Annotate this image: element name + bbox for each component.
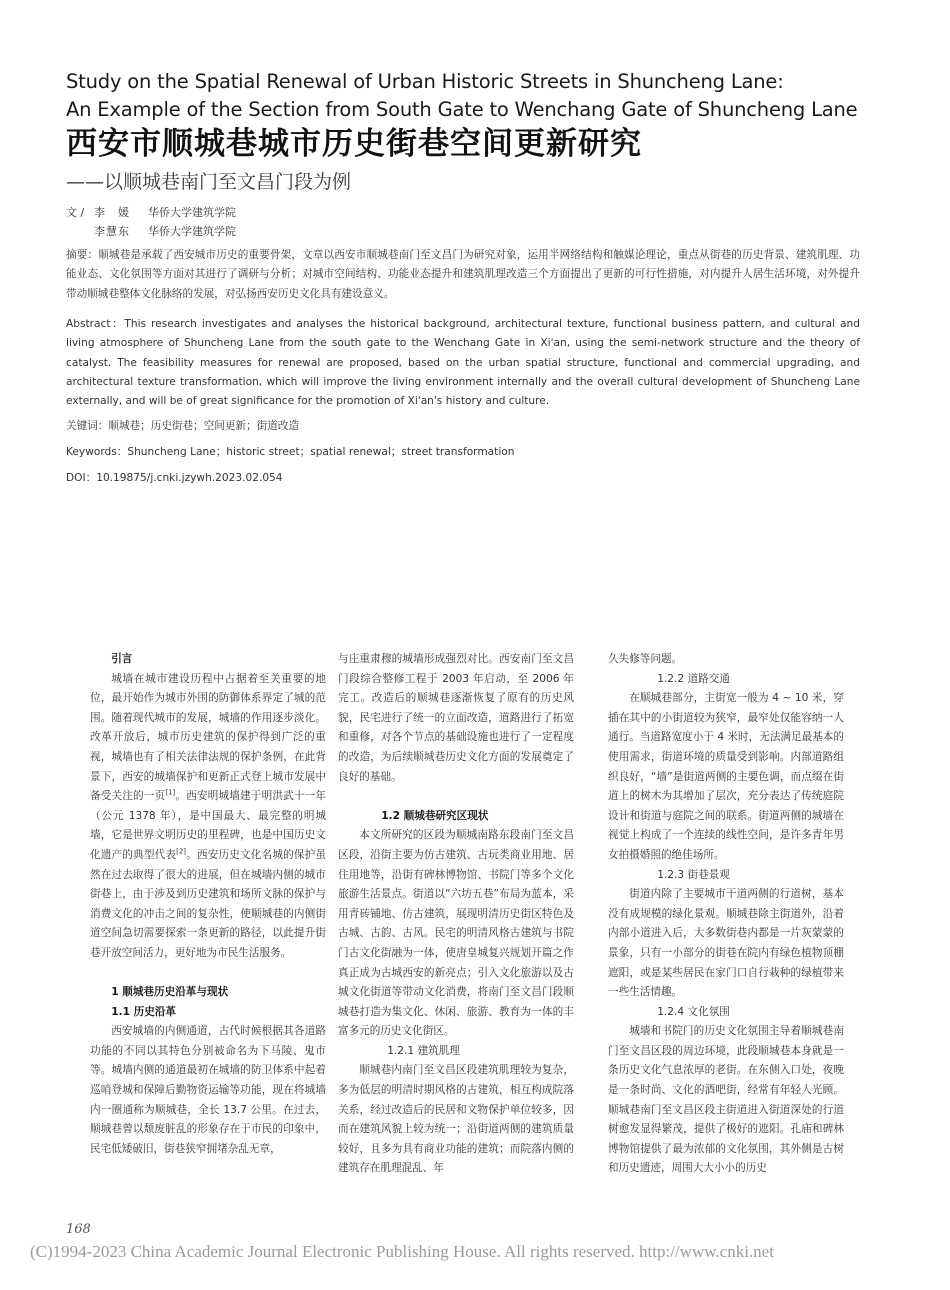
paragraph: 顺城巷内南门至文昌区段建筑肌理较为复杂，多为低层的明清时期风格的古建筑，相互构成院落关系，经过改造后的民居和文物保护单位较多，因而在建筑风貌上较为统一；沿街道两侧的建筑质量较好，且多为具有商业功能的建筑；而院落内侧的建筑存在肌理混乱、年 (338, 1064, 574, 1175)
subsubsection-heading: 1.2.1 建筑肌理 (387, 1044, 460, 1057)
section-heading-introduction: 引言 (111, 653, 133, 665)
paragraph: 在顺城巷部分，主街宽一般为 4 ~ 10 米，穿插在其中的小街道较为狭窄，最窄处仅能容纳一人通行。当道路宽度小于 4 米时，无法满足最基本的使用需求，街道环境的质量受到影响。内部道路组织良好，“墙”是街道两侧的主要色调，而点缀在街道上的树木为其增加了层次，充分表达了传统庭院设计和街道与庭院之间的联系。街道两侧的城墙在视觉上构成了一个连续的线性空间，是许多青年男女拍摄婚照的绝佳场所。 (608, 692, 844, 861)
citation-ref: [1] (165, 788, 176, 797)
author-name: 李慧东 (94, 225, 130, 238)
author-name: 李 媛 (94, 206, 130, 219)
body-column-2 (338, 650, 574, 1179)
paragraph-text: 城墙在城市建设历程中占据着至关重要的地位，最开始作为城市外围的防御体系界定了城的范围。随着现代城市的发展，城墙的作用逐步淡化。改革开放后，城市历史建筑的保护得到广泛的重视，城墙也有了相关法律法规的保护条例，在此背景下，西安的城墙保护和更新正式登上城市发展中备受关注的一页 (90, 672, 326, 803)
paragraph (90, 670, 326, 964)
english-title-line-2: An Example of the Section from South Gate to Wenchang Gate of Shuncheng Lane (66, 98, 858, 121)
paragraph-text: 。西安明城墙建于明洪武十一年（公元 1378 年），是中国最大、最完整的明城墙，它是世界文明历史的里程碑，也是中国历史文化遗产的典型代表 (90, 790, 326, 861)
paragraph: 西安城墙的内侧通道，古代时候根据其各道路功能的不同以其特色分别被命名为下马陵、鬼市等。城墙内侧的通道最初在城墙的防卫体系中起着巡哨登城和保障后勤物资运输等功能，现在将城墙内一圈通称为顺城巷，全长 13.7 公里。在过去，顺城巷曾以颓废脏乱的形象存在于市民的印象中，民宅低矮破旧，街巷狭窄拥堵杂乱无章， (90, 1025, 326, 1155)
page-number: 168 (66, 1222, 91, 1237)
paragraph: 久失修等问题。 (608, 653, 683, 665)
author-affiliation: 华侨大学建筑学院 (148, 206, 236, 219)
citation-ref: [2] (176, 847, 187, 856)
paragraph: 街道内除了主要城市干道两侧的行道树，基本没有成规模的绿化景观。顺城巷除主街道外，沿着内部小道进入后，大多数街巷内都是一片灰蒙蒙的景象，只有一小部分的街巷在院内有绿色植物顶棚遮阳，或是某些居民在家门口自行栽种的绿植带来一些生活情趣。 (608, 888, 844, 999)
paragraph: 城墙和书院门的历史文化氛围主导着顺城巷南门至文昌区段的周边环境，此段顺城巷本身就是一条历史文化气息浓厚的老街。在东侧入口处，夜晚是一条时尚、文化的酒吧街，经常有年轻人光顾。顺城巷南门至文昌区段主街道进入街道深处的行道树愈发显得繁茂，提供了极好的遮阳。孔庙和碑林博物馆提供了最为浓郁的文化氛围，其外侧是古树和历史遗迹，周围大大小小的历史 (608, 1025, 844, 1175)
author-row (66, 224, 236, 240)
paragraph: 本文所研究的区段为顺城南路东段南门至文昌区段，沿街主要为仿古建筑、古玩类商业用地、居住用地等，沿街有碑林博物馆、书院门等多个文化旅游生活景点。街道以“六坊五巷”布局为蓝本，采用青砖铺地、仿古建筑，展现明清历史街区特色及古城、古韵、古风。民宅的明清风格古建筑与书院门古文化街融为一体，使唐皇城复兴规划开篇之作真正成为古城西安的新亮点；引入文化旅游以及古城文化街道等带动文化消费，将南门至文昌门段顺城巷打造为集文化、休闲、旅游、教育为一体的丰富多元的历史文化街区。 (338, 829, 574, 1038)
copyright-footer: (C)1994-2023 China Academic Journal Electronic Publishing House. All rights reserved. http://www.cnki.net (30, 1242, 774, 1261)
subsubsection-heading: 1.2.2 道路交通 (657, 672, 730, 685)
keywords-english: Keywords：Shuncheng Lane；historic street；spatial renewal；street transformation (66, 446, 515, 458)
author-affiliation: 华侨大学建筑学院 (148, 225, 236, 238)
chinese-title: 西安市顺城巷城市历史街巷空间更新研究 (66, 126, 642, 162)
paragraph-text: 。西安历史文化名城的保护虽然在过去取得了很大的进展，但在城墙内侧的城市街巷上，由于涉及到历史建筑和场所文脉的保护与消费文化的冲击之间的复杂性，使顺城巷的内侧街道空间急切需要探索一条更新的路径，以此提升街巷开放空间活力，更好地为市民生活服务。 (90, 848, 326, 959)
section-heading: 1 顺城巷历史沿革与现状 (111, 986, 229, 999)
subsection-heading: 1.2 顺城巷研究区现状 (381, 809, 489, 822)
english-title-line-1: Study on the Spatial Renewal of Urban Historic Streets in Shuncheng Lane: (66, 70, 784, 93)
body-column-1 (90, 650, 326, 1159)
abstract-english: Abstract：This research investigates and analyses the historical background, architectural texture, functional business pattern, and cultural and living atmosphere of Shuncheng Lane from the south gate to the Wenchang Gate in Xi'an, using the semi-network structure and the theory of catalyst. The feasibility measures for renewal are proposed, based on the urban spatial structure, functional and commercial upgrading, and architectural texture transformation, which will improve the living environment internally and the overall cultural development of Shuncheng Lane externally, and will be of great significance for the promotion of Xi'an's history and culture. (66, 318, 860, 408)
chinese-subtitle: ——以顺城巷南门至文昌门段为例 (66, 171, 352, 193)
subsubsection-heading: 1.2.4 文化氛围 (657, 1005, 730, 1018)
doi: DOI：10.19875/j.cnki.jzywh.2023.02.054 (66, 472, 283, 484)
author-prefix: 文 / (66, 206, 85, 219)
body-column-3 (608, 650, 844, 1179)
keywords-chinese: 关键词：顺城巷；历史街巷；空间更新；街道改造 (66, 420, 300, 432)
subsubsection-heading: 1.2.3 街巷景观 (657, 868, 730, 881)
abstract-chinese: 摘要：顺城巷是承载了西安城市历史的重要骨架，文章以西安市顺城巷南门至文昌门为研究对象，运用半网络结构和触媒论理论，重点从街巷的历史背景、建筑肌理、功能业态、文化氛围等方面对其进行了调研与分析；对城市空间结构、功能业态提升和建筑肌理改造三个方面提出了更新的可行性措施，对内提升人居生活环境，对外提升带动顺城巷整体文化脉络的发展，对弘扬西安历史文化具有建设意义。 (66, 249, 860, 300)
paragraph: 与庄重肃穆的城墙形成强烈对比。西安南门至文昌门段综合整修工程于 2003 年启动，至 2006 年完工。改造后的顺城巷逐渐恢复了原有的历史风貌，民宅进行了统一的立面改造，道路进行了拓宽和重修，对各个节点的基础设施也进行了一定程度的改造，为后续顺城巷历史文化方面的发展奠定了良好的基础。 (338, 653, 574, 783)
subsection-heading: 1.1 历史沿革 (111, 1005, 177, 1018)
author-row (66, 205, 236, 221)
